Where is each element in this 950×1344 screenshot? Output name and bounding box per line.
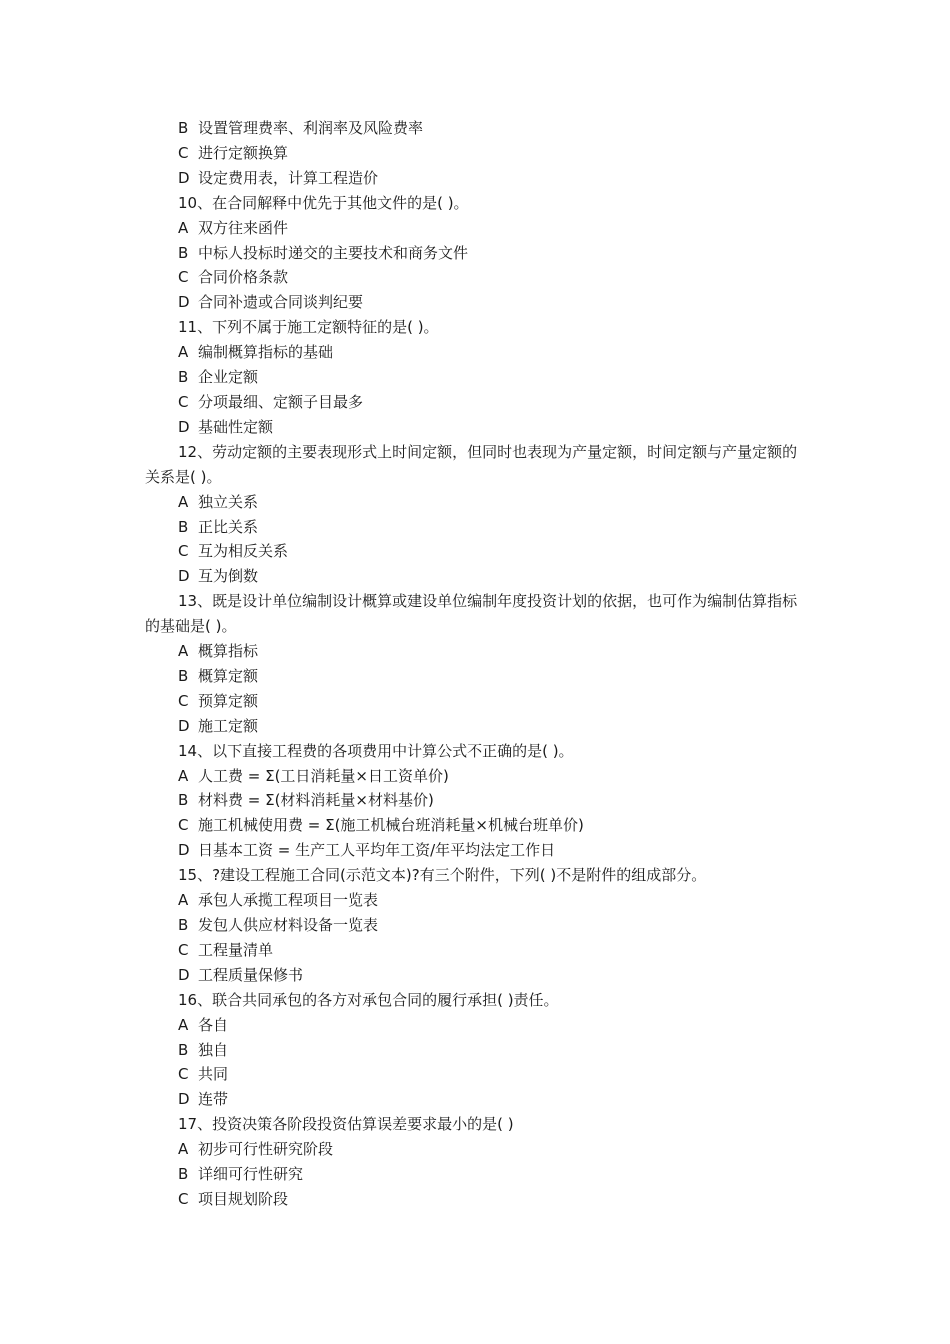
answer-option [145, 340, 810, 365]
answer-option [145, 913, 810, 938]
answer-option [145, 490, 810, 515]
question-text: 14、以下直接工程费的各项费用中计算公式不正确的是( )。 [178, 741, 574, 760]
option-letter: A [178, 218, 189, 237]
option-text: 承包人承揽工程项目一览表 [198, 891, 379, 910]
option-letter: B [178, 791, 189, 810]
option-letter: C [178, 1065, 189, 1084]
option-letter: C [178, 542, 189, 561]
option-text: 独自 [198, 1040, 229, 1059]
answer-option [145, 1013, 810, 1038]
option-text: 设置管理费率、利润率及风险费率 [198, 119, 424, 137]
option-letter: D [178, 1090, 190, 1109]
option-text: 合同补遗或合同谈判纪要 [198, 293, 364, 312]
option-letter: D [178, 716, 190, 735]
option-text: 企业定额 [198, 368, 259, 387]
question-text: 17、投资决策各阶段投资估算误差要求最小的是( ) [178, 1115, 514, 1134]
question-text: 10、在合同解释中优先于其他文件的是( )。 [178, 193, 469, 212]
option-letter: C [178, 691, 189, 710]
option-letter: A [178, 1140, 189, 1159]
option-text: 施工机械使用费 = Σ(施工机械台班消耗量×机械台班单价) [198, 816, 584, 835]
option-text: 施工定额 [198, 716, 259, 735]
option-letter: C [178, 816, 189, 835]
answer-option [145, 664, 810, 689]
option-text: 基础性定额 [198, 417, 274, 436]
answer-option [145, 1137, 810, 1162]
option-letter: B [178, 666, 189, 685]
answer-option [145, 963, 810, 988]
option-letter: D [178, 417, 190, 436]
question-text: 15、?建设工程施工合同(示范文本)?有三个附件，下列( )不是附件的组成部分。 [178, 866, 707, 885]
answer-option [145, 1162, 810, 1187]
option-letter: C [178, 940, 189, 959]
option-letter: B [178, 1165, 189, 1184]
answer-option [145, 639, 810, 664]
option-text: 初步可行性研究阶段 [198, 1140, 334, 1159]
option-letter: A [178, 891, 189, 910]
answer-option [145, 116, 810, 141]
answer-option [145, 265, 810, 290]
answer-option [145, 764, 810, 789]
answer-option [145, 290, 810, 315]
option-text: 人工费 = Σ(工日消耗量×日工资单价) [198, 766, 449, 785]
question-text: 13、既是设计单位编制设计概算或建设单位编制年度投资计划的依据，也可作为编制估算指标的基础是( )。 [145, 592, 798, 636]
answer-option [145, 1087, 810, 1112]
answer-option [145, 564, 810, 589]
option-text: 正比关系 [198, 517, 259, 536]
option-text: 连带 [198, 1090, 229, 1109]
option-text: 日基本工资 = 生产工人平均年工资/年平均法定工作日 [198, 841, 556, 860]
answer-option [145, 390, 810, 415]
option-letter: B [178, 243, 189, 262]
answer-option [145, 1062, 810, 1087]
option-text: 合同价格条款 [198, 268, 289, 287]
option-letter: D [178, 965, 190, 984]
option-text: 分项最细、定额子目最多 [198, 392, 364, 411]
answer-option [145, 938, 810, 963]
option-text: 进行定额换算 [198, 143, 289, 162]
option-text: 编制概算指标的基础 [198, 343, 334, 362]
option-letter: C [178, 268, 189, 287]
question-text: 12、劳动定额的主要表现形式上时间定额，但同时也表现为产量定额，时间定额与产量定额的关系是( )。 [145, 442, 798, 486]
option-text: 概算定额 [198, 666, 259, 685]
option-text: 项目规划阶段 [198, 1189, 289, 1208]
option-letter: A [178, 642, 189, 661]
answer-option [145, 166, 810, 191]
option-letter: D [178, 293, 190, 312]
question-text: 11、下列不属于施工定额特征的是( )。 [178, 318, 439, 337]
option-letter: A [178, 343, 189, 362]
option-text: 互为倒数 [198, 567, 259, 586]
option-text: 设定费用表，计算工程造价 [198, 168, 379, 187]
option-letter: B [178, 368, 189, 387]
option-letter: A [178, 1015, 189, 1034]
answer-option [145, 141, 810, 166]
option-letter: D [178, 567, 190, 586]
option-text: 概算指标 [198, 642, 259, 661]
option-letter: B [178, 517, 189, 536]
answer-option [145, 515, 810, 540]
option-text: 双方往来函件 [198, 218, 289, 237]
option-text: 工程质量保修书 [198, 965, 304, 984]
answer-option [145, 1038, 810, 1063]
answer-option [145, 714, 810, 739]
option-letter: B [178, 1040, 189, 1059]
option-text: 发包人供应材料设备一览表 [198, 916, 379, 934]
document-body [145, 116, 810, 1212]
answer-option [145, 1187, 810, 1212]
option-text: 独立关系 [198, 492, 259, 511]
option-letter: B [178, 916, 189, 934]
option-text: 中标人投标时递交的主要技术和商务文件 [198, 243, 469, 262]
option-letter: B [178, 119, 189, 137]
option-text: 详细可行性研究 [198, 1165, 304, 1184]
answer-option [145, 813, 810, 838]
option-letter: C [178, 1189, 189, 1208]
answer-option [145, 241, 810, 266]
option-text: 材料费 = Σ(材料消耗量×材料基价) [198, 791, 434, 810]
option-text: 互为相反关系 [198, 542, 289, 561]
option-text: 预算定额 [198, 691, 259, 710]
option-letter: D [178, 841, 190, 860]
answer-option [145, 365, 810, 390]
option-letter: A [178, 492, 189, 511]
answer-option [145, 539, 810, 564]
answer-option [145, 788, 810, 813]
option-letter: A [178, 766, 189, 785]
answer-option [145, 888, 810, 913]
answer-option [145, 216, 810, 241]
option-text: 共同 [198, 1065, 229, 1084]
option-letter: C [178, 392, 189, 411]
answer-option [145, 838, 810, 863]
option-letter: C [178, 143, 189, 162]
option-text: 各自 [198, 1015, 229, 1034]
option-text: 工程量清单 [198, 940, 274, 959]
question-text: 16、联合共同承包的各方对承包合同的履行承担( )责任。 [178, 990, 559, 1009]
option-letter: D [178, 168, 190, 187]
answer-option [145, 689, 810, 714]
answer-option [145, 415, 810, 440]
